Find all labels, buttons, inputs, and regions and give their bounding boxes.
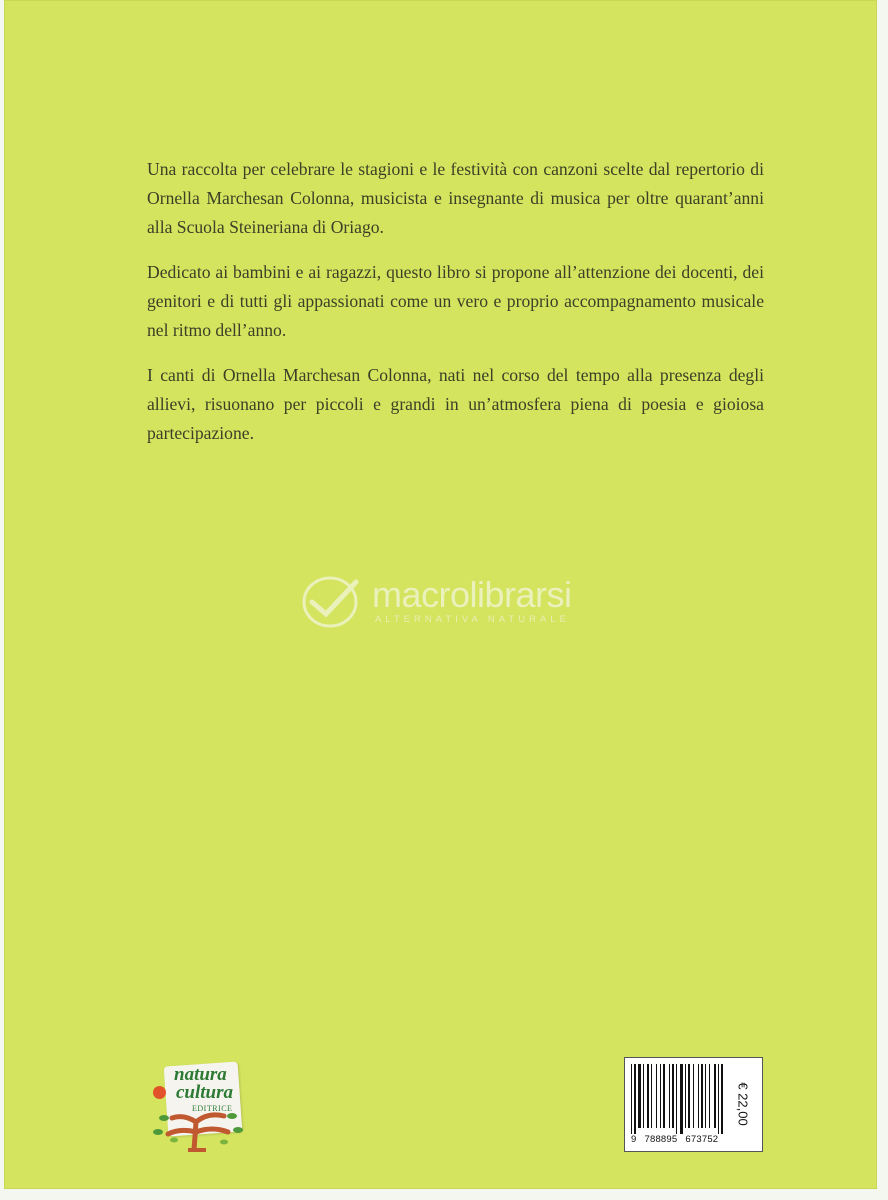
watermark-brand: macrolibrarsi <box>372 574 572 615</box>
barcode-first-digit: 9 <box>631 1134 637 1145</box>
apple-icon <box>153 1086 166 1099</box>
barcode-bar <box>680 1064 683 1134</box>
logo-editrice: EDITRICE <box>192 1104 233 1113</box>
barcode-bar <box>705 1064 706 1128</box>
barcode-bar <box>656 1064 657 1128</box>
barcode-bar <box>669 1064 670 1128</box>
barcode-bar <box>634 1064 636 1134</box>
barcode-bar <box>638 1064 641 1128</box>
barcode-bar <box>663 1064 665 1128</box>
barcode-bar <box>714 1064 716 1128</box>
barcode-group-1: 788895 <box>644 1134 678 1145</box>
publisher-logo <box>144 1052 264 1152</box>
barcode-bars <box>629 1064 737 1134</box>
barcode-bar <box>676 1064 677 1134</box>
barcode-bar <box>709 1064 710 1128</box>
barcode-bar <box>631 1064 632 1134</box>
description-text <box>147 155 764 464</box>
barcode-bar <box>721 1064 723 1134</box>
barcode-bar <box>672 1064 674 1128</box>
barcode-bar <box>685 1064 686 1128</box>
barcode-bar <box>643 1064 644 1128</box>
barcode-bar <box>647 1064 649 1128</box>
barcode-digits <box>631 1134 726 1145</box>
isbn-barcode <box>624 1057 763 1152</box>
book-back-cover <box>4 0 877 1189</box>
barcode-bar <box>688 1064 690 1128</box>
description-paragraph-3: I canti di Ornella Marchesan Colonna, nati nel corso del tempo alla presenza degli allievi, risuonano per piccoli e grandi in un’atmosfera piena di poesia e gioiosa partecipazione. <box>147 365 764 443</box>
barcode-bar <box>660 1064 661 1128</box>
barcode-bar <box>698 1064 699 1128</box>
logo-natura: natura <box>174 1064 227 1085</box>
leaf-check-icon <box>300 572 366 628</box>
watermark-tagline: ALTERNATIVA NATURALE <box>375 614 570 625</box>
price-label: € 22,00 <box>735 1082 751 1126</box>
barcode-bar <box>701 1064 703 1128</box>
macrolibrarsi-watermark <box>300 572 600 632</box>
logo-cultura: cultura <box>176 1082 234 1103</box>
barcode-bar <box>693 1064 694 1128</box>
barcode-group-2: 673752 <box>685 1134 719 1145</box>
description-paragraph-1: Una raccolta per celebrare le stagioni e le festività con canzoni scelte dal repertorio di Ornella Marchesan Colonna, musicista e insegnante di musica per oltre quarant’anni alla Scuola Steineriana di Oriago. <box>147 159 764 237</box>
description-paragraph-2: Dedicato ai bambini e ai ragazzi, questo libro si propone all’attenzione dei docenti, dei genitori e di tutti gli appassionati come un vero e proprio accompagnamento musicale nel ritmo dell’anno. <box>147 262 764 340</box>
barcode-bar <box>651 1064 652 1128</box>
barcode-bar <box>718 1064 719 1134</box>
